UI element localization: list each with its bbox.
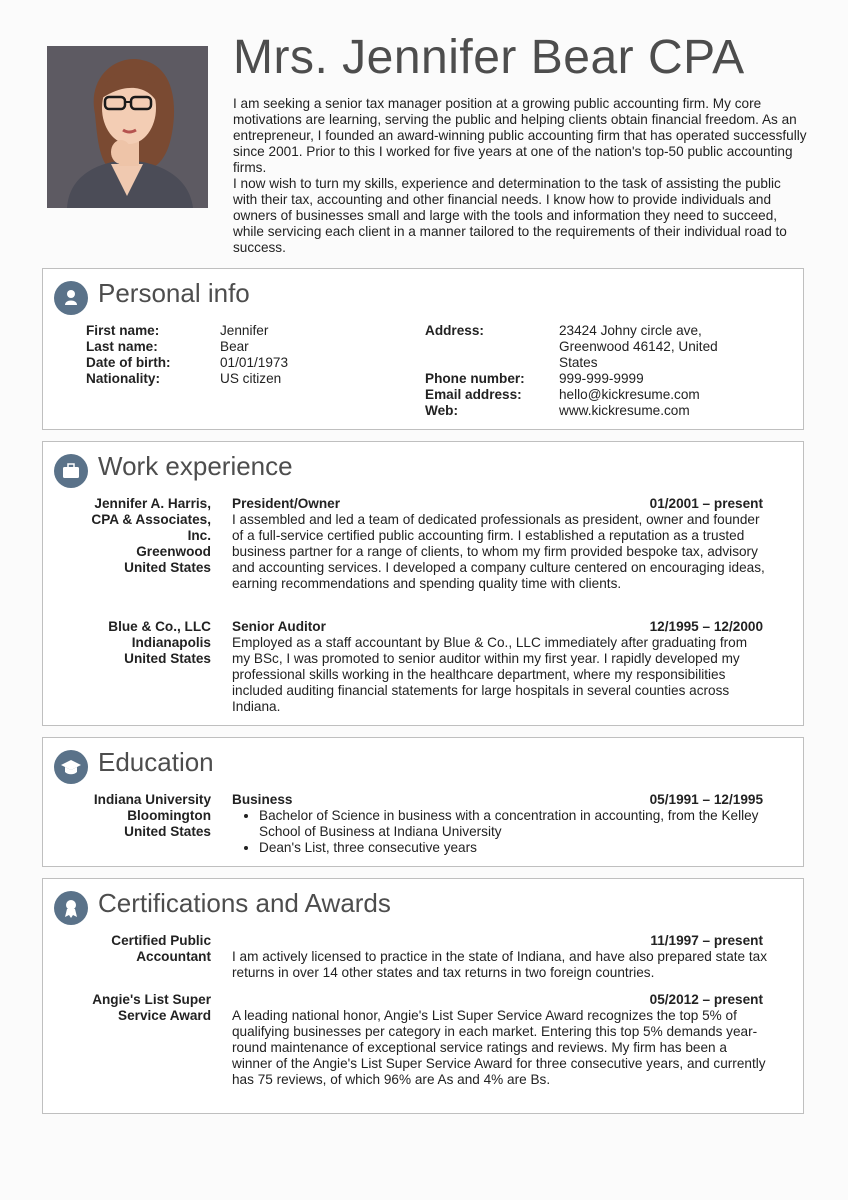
field-of-study: Business — [232, 792, 293, 807]
profile-photo — [47, 46, 208, 208]
education-details — [232, 808, 767, 856]
school — [43, 792, 211, 840]
summary-paragraph: I now wish to turn my skills, experience and determination to the task of assisting the public with their tax, accounting and other financial needs. I know how to provide individuals and owners of businesses small and large with the tools and information they need to succeed, while servicing each client in a manner tailored to the requirements of their individual road to success. — [233, 176, 787, 255]
label: Last name: — [86, 339, 158, 354]
org-line: Angie's List Super — [92, 992, 211, 1007]
label: Address: — [425, 323, 484, 338]
work-experience-section — [42, 441, 804, 726]
section-title: Certifications and Awards — [98, 888, 391, 918]
education-dates: 05/1991 – 12/1995 — [649, 792, 763, 807]
certification-description: I am actively licensed to practice in the state of Indiana, and have also prepared state tax returns in over 14 other states and tax returns in two foreign countries. — [232, 949, 768, 980]
label: Nationality: — [86, 371, 161, 386]
job-dates: 01/2001 – present — [649, 496, 763, 511]
label: Date of birth: — [86, 355, 171, 370]
graduation-cap-icon — [54, 750, 88, 784]
value: States — [559, 355, 598, 370]
job-title: Senior Auditor — [232, 619, 326, 634]
web-link[interactable]: www.kickresume.com — [559, 403, 690, 418]
personal-info-section — [42, 268, 804, 430]
org-line: Blue & Co., LLC — [108, 619, 211, 634]
job-dates: 12/1995 – 12/2000 — [649, 619, 763, 634]
value: Greenwood 46142, United — [559, 339, 718, 354]
value: US citizen — [220, 371, 282, 386]
job-organization — [43, 619, 211, 667]
job-description: I assembled and led a team of dedicated professionals as president, owner and founder of a full-service certified public accounting firm. I established a reputation as a trusted business partner for a range of clients, to whom my firm provided bespoke tax, advisory and accounting services. I developed a company culture centered on encouraging ideas, earning recommendations and spending quality time with clients. — [232, 512, 765, 591]
label: Email address: — [425, 387, 522, 402]
org-line: Bloomington — [127, 808, 211, 823]
label: Phone number: — [425, 371, 525, 386]
list-item: • Dean's List, three consecutive years — [259, 840, 767, 856]
value: 23424 Johny circle ave, — [559, 323, 702, 338]
job-title: President/Owner — [232, 496, 341, 511]
certification-dates: 05/2012 – present — [649, 992, 763, 1007]
value: 01/01/1973 — [220, 355, 289, 370]
org-line: Certified Public — [111, 933, 211, 948]
job-organization — [43, 496, 211, 576]
label: Web: — [425, 403, 458, 418]
label: First name: — [86, 323, 160, 338]
org-line: United States — [124, 560, 211, 575]
value: 999-999-9999 — [559, 371, 644, 386]
org-line: CPA & Associates, — [91, 512, 211, 527]
value: Bear — [220, 339, 249, 354]
section-title: Education — [98, 747, 214, 777]
org-line: Jennifer A. Harris, — [94, 496, 211, 511]
email-link[interactable]: hello@kickresume.com — [559, 387, 700, 402]
certification-name — [43, 933, 211, 965]
person-icon — [54, 281, 88, 315]
candidate-name: Mrs. Jennifer Bear CPA — [233, 31, 745, 84]
award-ribbon-icon — [54, 891, 88, 925]
org-line: Indiana University — [93, 792, 211, 807]
section-title: Personal info — [98, 278, 250, 308]
certifications-section — [42, 878, 804, 1114]
org-line: Indianapolis — [131, 635, 211, 650]
certification-dates: 11/1997 – present — [650, 933, 763, 948]
value: Jennifer — [220, 323, 269, 338]
list-item: • Bachelor of Science in business with a concentration in accounting, from the Kelley School of Business at Indiana University — [259, 808, 767, 840]
org-line: Inc. — [187, 528, 211, 543]
section-title: Work experience — [98, 451, 293, 481]
org-line: United States — [124, 824, 211, 839]
certification-name — [43, 992, 211, 1024]
certification-description: A leading national honor, Angie's List Super Service Award recognizes the top 5% of qualifying businesses per category in each market. Entering this top 5% demands year-round maintenance of exceptional service ratings and reviews. My firm has been a winner of the Angie's List Super Service Award for three consecutive years, and currently has 75 reviews, of which 96% are As and 4% are Bs. — [232, 1008, 766, 1087]
org-line: United States — [124, 651, 211, 666]
briefcase-icon — [54, 454, 88, 488]
org-line: Service Award — [118, 1008, 211, 1023]
org-line: Greenwood — [136, 544, 211, 559]
job-description: Employed as a staff accountant by Blue & Co., LLC immediately after graduating from my BSc, I was promoted to senior auditor within my first year. I rapidly developed my professional skills working in the healthcare department, where my responsibilities included auditing financial statements for large hospitals in several counties across Indiana. — [232, 635, 748, 714]
org-line: Accountant — [136, 949, 211, 964]
profile-summary — [233, 96, 808, 256]
education-section — [42, 737, 804, 867]
summary-paragraph: I am seeking a senior tax manager position at a growing public accounting firm. My core motivations are learning, serving the public and helping clients obtain financial freedom. As an entrepreneur, I founded an award-winning public accounting firm that has operated successfully since 2001. Prior to this I worked for five years at one of the nation's top-50 public accounting firms. — [233, 96, 807, 175]
